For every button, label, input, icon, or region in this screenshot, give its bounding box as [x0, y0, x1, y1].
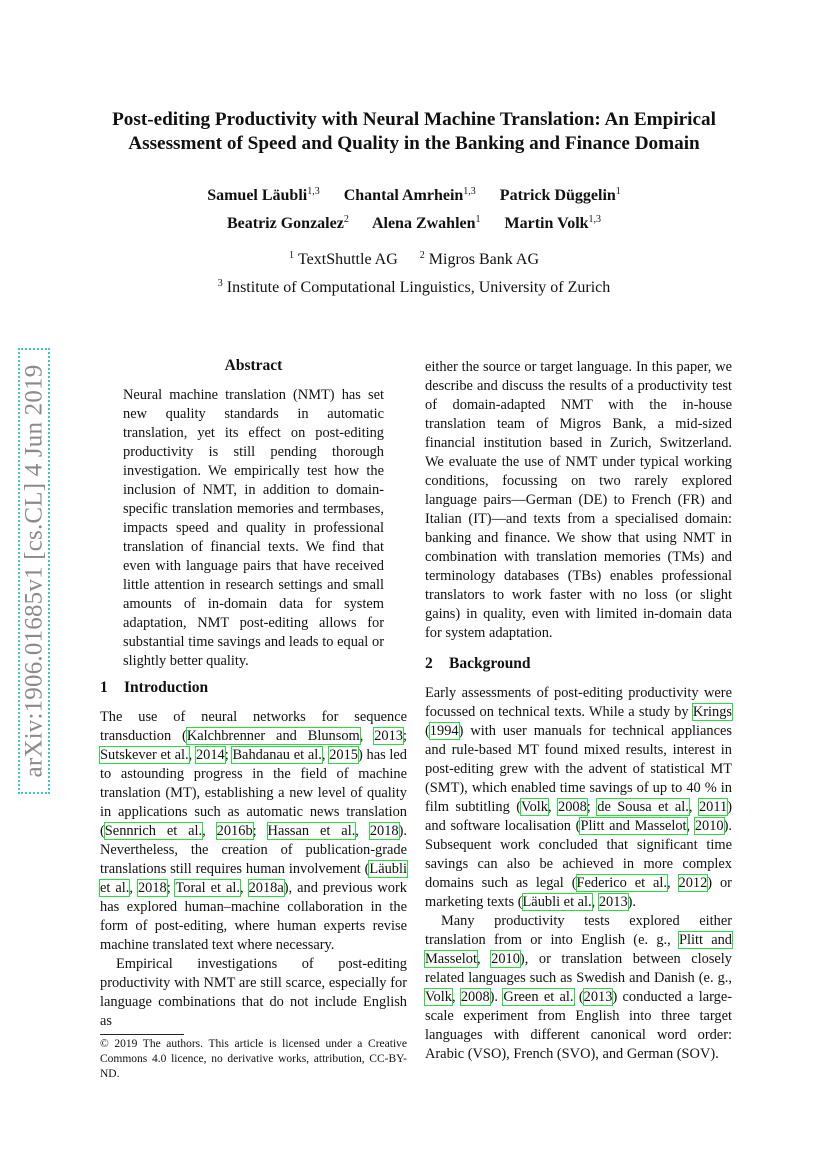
citation-link[interactable]: Hassan et al.: [267, 823, 356, 839]
citation-link[interactable]: Läubli et al.: [522, 894, 592, 910]
citation-link[interactable]: de Sousa et al.: [597, 799, 689, 815]
citation-link[interactable]: 2016b: [216, 823, 253, 839]
affiliation-name: TextShuttle AG: [298, 251, 398, 268]
section-title: Introduction: [124, 679, 209, 696]
author-name: Samuel Läubli: [207, 187, 308, 204]
left-column-body: [100, 708, 407, 1031]
citation-link[interactable]: 2008: [558, 799, 587, 815]
citation-link[interactable]: 1994: [429, 723, 459, 739]
arxiv-identifier-stamp[interactable]: [18, 348, 50, 794]
text-run: The use of neural networks for sequence transduction (: [100, 709, 407, 744]
citation-link[interactable]: 2008: [460, 989, 490, 1005]
text-run: ;: [586, 799, 598, 815]
citation-link[interactable]: Toral et al.: [175, 880, 240, 896]
text-run: ) has led to astounding progress in the field of machine translation (MT), establishing a new level of quality in applications such as automatic news translation (: [100, 747, 407, 839]
citation-link[interactable]: Green et al.: [503, 989, 574, 1005]
paper-title: [80, 108, 748, 156]
section-heading-background: [425, 655, 531, 673]
text-run: ,: [667, 875, 679, 891]
background-paragraph-1: [425, 684, 732, 912]
author-name: Beatriz Gonzalez: [226, 215, 344, 232]
section-number: 2: [425, 655, 433, 672]
text-run: (: [573, 989, 584, 1005]
citation-link[interactable]: 2013: [598, 894, 628, 910]
citation-link[interactable]: Plitt and Masselot: [425, 932, 733, 967]
footnote-divider: [100, 1034, 184, 1035]
author-row-2: [80, 214, 748, 233]
citation-link[interactable]: 2013: [374, 728, 403, 744]
citation-link[interactable]: Bahdanau et al.: [232, 747, 322, 763]
citation-link[interactable]: Kalchbrenner and Blunsom: [186, 728, 360, 744]
citation-link[interactable]: Volk: [425, 989, 452, 1005]
author-name: Patrick Düggelin: [499, 187, 616, 204]
citation-link[interactable]: 2013: [583, 989, 613, 1005]
text-run: ) conducted a large-scale experiment from English into three target languages with different canonical word order: Arabic (VSO), French (SVO), and German (SOV).: [425, 989, 733, 1062]
text-run: ,: [476, 951, 492, 967]
author-name: Alena Zwahlen: [371, 215, 476, 232]
citation-link[interactable]: Läubli et al.: [100, 861, 407, 896]
citation-link[interactable]: 2010: [491, 951, 520, 967]
background-paragraph-2: [425, 912, 732, 1064]
section-number: 1: [100, 679, 108, 696]
author-affiliation-mark: 1,3: [307, 186, 320, 197]
abstract-text: Neural machine translation (NMT) has set new quality standards in automatic translation, yet its effect on post-editing productivity is still pending thorough investigation. We empirically test how the inclusion of NMT, in addition to domain-specific translation memories and termbases, impacts speed and quality in professional translation of financial texts. We find that even with language pairs that have received little attention in research settings and small amounts of in-domain data for system adaptation, NMT post-editing allows for substantial time savings and leads to equal or slightly better quality.: [123, 387, 384, 669]
right-column-background: [425, 684, 732, 1064]
citation-link[interactable]: Volk: [521, 799, 548, 815]
text-run: ).: [489, 989, 504, 1005]
affiliation-number: 3: [217, 278, 223, 289]
author-affiliation-mark: 1,3: [463, 186, 476, 197]
text-run: ,: [688, 799, 699, 815]
text-run: ,: [359, 728, 375, 744]
section-heading-introduction: [100, 679, 208, 697]
author-name: Martin Volk: [504, 215, 589, 232]
text-run: ) with user manuals for technical appliances and rule-based MT found mixed results, interest in post-editing grew with the advent of statistical MT (SMT), which enabled time savings of up to 40 % in film subtitling (: [425, 723, 732, 815]
author-affiliation-mark: 1: [475, 214, 481, 225]
text-run: ;: [224, 747, 233, 763]
text-run: ,: [188, 747, 196, 763]
affiliation-number: 1: [289, 250, 294, 261]
text-run: ,: [321, 747, 330, 763]
citation-link[interactable]: 2011: [698, 799, 728, 815]
text-run: ) and software localisation (: [425, 799, 732, 834]
citation-link[interactable]: 2018: [137, 880, 167, 896]
author-row-1: [80, 186, 748, 205]
text-run: ).: [627, 894, 637, 910]
arxiv-identifier-text: arXiv:1906.01685v1 [cs.CL] 4 Jun 2019: [20, 364, 48, 778]
text-run: ,: [129, 880, 138, 896]
intro-paragraph-2: Empirical investigations of post-editing productivity with NMT are still scarce, especially for language combinations that do not include English as: [100, 956, 407, 1029]
text-run: ,: [591, 894, 599, 910]
abstract-heading: Abstract: [224, 357, 283, 374]
text-run: ,: [355, 823, 370, 839]
author-affiliation-mark: 1: [615, 186, 621, 197]
text-run: ,: [547, 799, 559, 815]
author-name: Chantal Amrhein: [343, 187, 464, 204]
affiliation-row-2: [80, 278, 748, 297]
citation-link[interactable]: 2010: [694, 818, 724, 834]
affiliation-row-1: [80, 250, 748, 269]
affiliation-name: Migros Bank AG: [428, 251, 539, 268]
citation-link[interactable]: 2012: [678, 875, 708, 891]
intro-continued-paragraph: either the source or target language. In this paper, we describe and discuss the results of a productivity test of domain-adapted NMT with the in-house translation team of Migros Bank, a mid-sized financial institution based in Zurich, Switzerland. We evaluate the use of NMT under typical working conditions, focussing on two rarely explored language pairs—German (DE) to French (FR) and Italian (IT)—and texts from a specialised domain: banking and finance. We show that using NMT in combination with translation memories (TMs) and terminology databases (TBs) enables professional translators to work faster with no loss (or slight gains) in quality, even with limited in-domain data for system adaptation.: [425, 359, 732, 641]
citation-link[interactable]: Sennrich et al.: [104, 823, 203, 839]
text-run: Early assessments of post-editing productivity were focussed on technical texts. While a study by: [425, 685, 732, 720]
affiliation-number: 2: [419, 250, 425, 261]
title-line-2: Assessment of Speed and Quality in the Banking and Finance Domain: [128, 133, 700, 154]
citation-link[interactable]: 2018: [369, 823, 399, 839]
text-run: ), or translation between closely related languages such as Swedish and Danish (e. g.,: [425, 951, 733, 986]
citation-link[interactable]: 2014: [195, 747, 225, 763]
right-column-intro-continued: [425, 358, 732, 643]
title-line-1: Post-editing Productivity with Neural Machine Translation: An Empirical: [112, 109, 716, 130]
text-run: ). Nevertheless, the creation of publication-grade translations still requires human involvement (: [100, 823, 407, 877]
affiliation-name: Institute of Computational Linguistics, University of Zurich: [226, 279, 611, 296]
text-run: (: [425, 723, 430, 739]
text-run: ,: [451, 989, 461, 1005]
text-run: ;: [403, 728, 407, 744]
citation-link[interactable]: Plitt and Masselot: [580, 818, 687, 834]
text-run: ,: [239, 880, 249, 896]
citation-link[interactable]: 2018a: [248, 880, 284, 896]
author-affiliation-mark: 2: [343, 214, 349, 225]
text-run: ;: [166, 880, 176, 896]
citation-link[interactable]: Sutskever et al.: [100, 747, 189, 763]
citation-link[interactable]: 2015: [329, 747, 358, 763]
author-affiliation-mark: 1,3: [588, 214, 602, 225]
text-run: ) or marketing texts (: [425, 875, 732, 910]
text-run: ,: [202, 823, 217, 839]
license-footnote: © 2019 The authors. This article is licensed under a Creative Commons 4.0 licence, no derivative works, attribution, CC-BY-ND.: [100, 1038, 407, 1080]
intro-paragraph-1: [100, 708, 407, 955]
citation-link[interactable]: Krings: [692, 704, 732, 720]
text-run: Many productivity tests explored either translation from or into English (e. g.,: [425, 913, 732, 948]
text-run: ;: [252, 823, 268, 839]
text-run: ), and previous work has explored human–machine collaboration in the form of post-editing, where human experts revise machine translated text where necessary.: [100, 880, 407, 953]
text-run: ,: [686, 818, 695, 834]
citation-link[interactable]: Federico et al.: [576, 875, 668, 891]
text-run: ). Subsequent work concluded that significant time savings can also be achieved in more complex domains such as legal (: [425, 818, 732, 891]
section-title: Background: [449, 655, 531, 672]
